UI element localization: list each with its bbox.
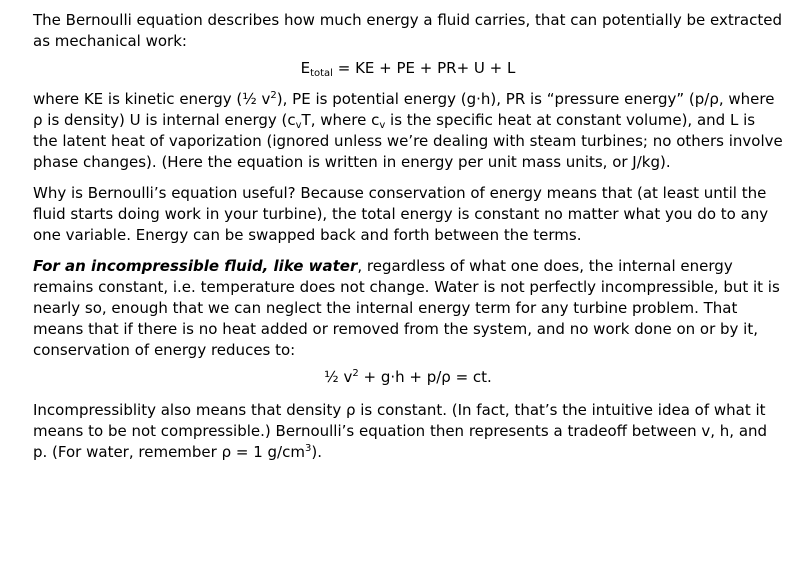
incompressible-text: , regardless of what one does, the internal energy remains constant, i.e. temperature does not change. Water is not perfectly incompressible, but it is nearly so, enough that we can neglect the internal energy term for any turbine problem. That means that if there is no heat added or removed from the system, and no work done on or by it, conservation of energy reduces to: [33, 257, 780, 359]
intro-paragraph [33, 10, 783, 52]
definitions-text-c: T, where c [301, 111, 380, 129]
document-page [33, 10, 783, 463]
cv-subscript-2: v [379, 120, 386, 131]
velocity-squared-superscript: 2 [270, 90, 277, 101]
intro-text: The Bernoulli equation describes how much energy a fluid carries, that can potentially be extracted as mechanical work: [33, 11, 782, 50]
bernoulli-eq-superscript: 2 [352, 368, 359, 379]
bernoulli-eq-b: + g·h + p/ρ = ct. [358, 368, 492, 386]
density-paragraph [33, 400, 783, 463]
cv-subscript-1: v [295, 120, 302, 131]
usefulness-paragraph [33, 183, 783, 246]
cubic-superscript: 3 [304, 443, 312, 454]
density-text-a: Incompressiblity also means that density ρ is constant. (In fact, that’s the intuitive idea of what it means to be not compressible.) Bernoulli’s equation then represents a tradeoff between v, h, and p. (For water, remember ρ = 1 g/cm [33, 401, 768, 461]
total-energy-equation [33, 58, 783, 79]
incompressible-paragraph [33, 256, 783, 361]
bernoulli-equation [33, 367, 783, 388]
bernoulli-eq-a: ½ v [324, 368, 353, 386]
usefulness-text: Why is Bernoulli’s equation useful? Because conservation of energy means that (at least until the fluid starts doing work in your turbine), the total energy is constant no matter what you do to any one variable. Energy can be swapped back and forth between the terms. [33, 184, 769, 244]
definitions-text-b: ), PE is potential energy (g·h), PR is “pressure energy” (p/ρ, where ρ is density) U is internal energy (c [33, 90, 775, 129]
density-text-b: ). [311, 443, 322, 461]
equation-lhs: E [300, 59, 311, 77]
incompressible-emphasis: For an incompressible fluid, like water [33, 257, 358, 275]
definitions-paragraph [33, 89, 783, 173]
definitions-text-d: is the specific heat at constant volume), and L is the latent heat of vaporization (ignored unless we’re dealing with steam turbines; no others involve phase changes). (Here the equation is written in energy per unit mass units, or J/kg). [33, 111, 783, 171]
definitions-text-a: where KE is kinetic energy (½ v [33, 90, 271, 108]
equation-rhs: = KE + PE + PR+ U + L [332, 59, 516, 77]
equation-lhs-subscript: total [310, 68, 333, 79]
